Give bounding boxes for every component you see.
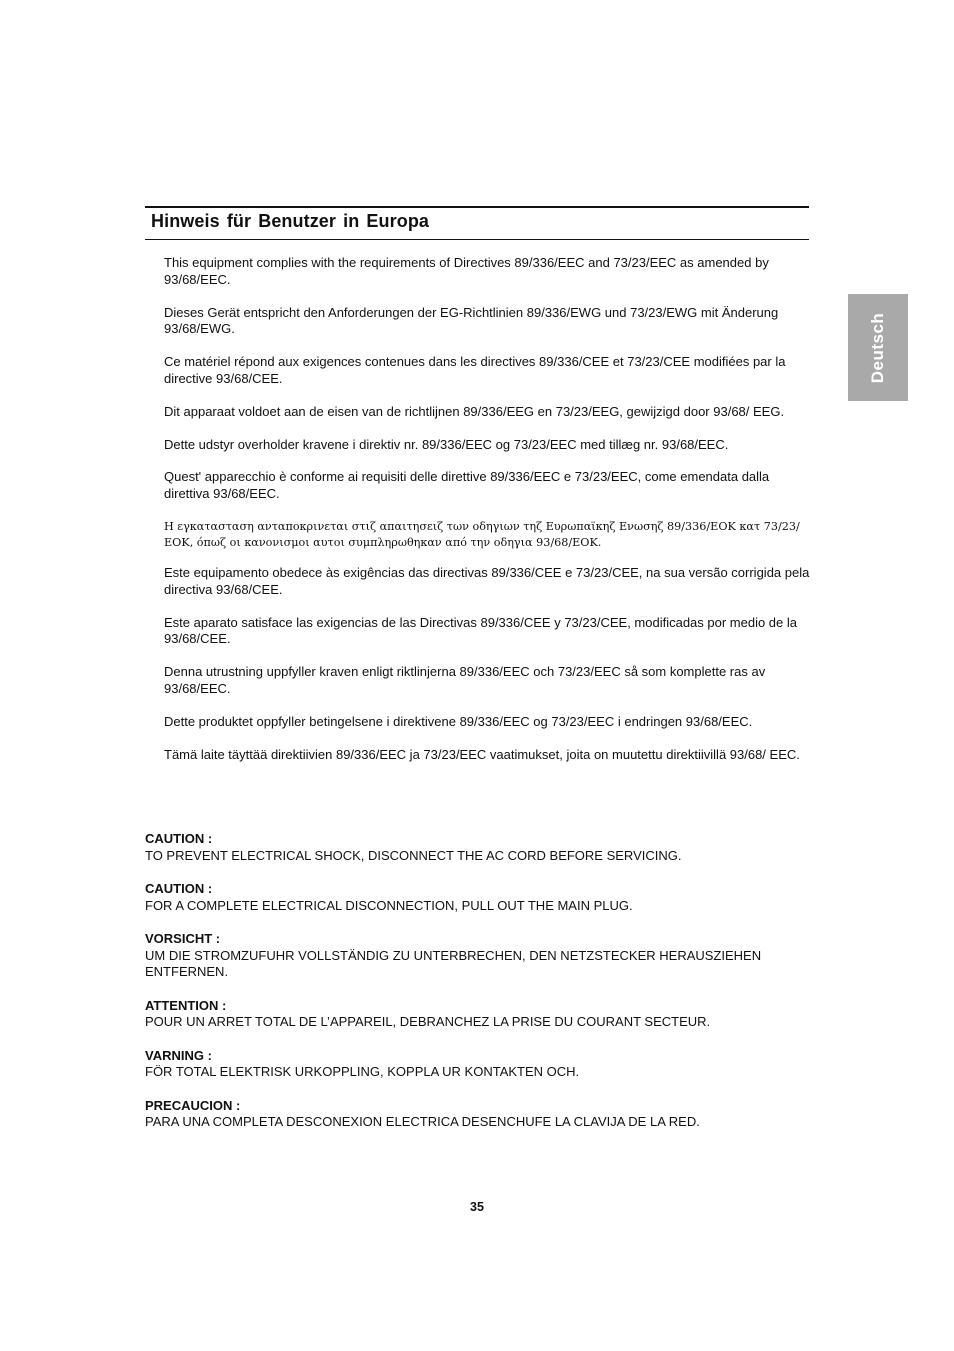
caution-item [145,1098,825,1131]
page-number: 35 [470,1200,484,1214]
notice-french: Ce matériel répond aux exigences contenues dans les directives 89/336/CEE et 73/23/CEE modifiées par la directive 93/68/CEE. [164,354,786,386]
notice-dutch: Dit apparaat voldoet aan de eisen van de richtlijnen 89/336/EEG en 73/23/EEG, gewijzigd door 93/68/ EEG. [164,403,785,419]
caution-text: TO PREVENT ELECTRICAL SHOCK, DISCONNECT THE AC CORD BEFORE SERVICING. [145,847,682,863]
caution-text: FOR A COMPLETE ELECTRICAL DISCONNECTION, PULL OUT THE MAIN PLUG. [145,897,633,913]
notice-spanish: Este aparato satisface las exigencias de las Directivas 89/336/CEE y 73/23/CEE, modificadas por medio de la 93/68/CEE. [164,614,798,647]
caution-item [145,1048,825,1081]
header-top-rule [145,206,809,208]
caution-text: PARA UNA COMPLETA DESCONEXION ELECTRICA DESENCHUFE LA CLAVIJA DE LA RED. [145,1114,700,1129]
compliance-notices [164,255,814,779]
caution-text: POUR UN ARRET TOTAL DE L’APPAREIL, DEBRANCHEZ LA PRISE DU COURANT SECTEUR. [145,1014,711,1029]
caution-item [145,998,825,1031]
notice-portuguese: Este equipamento obedece às exigências das directivas 89/336/CEE e 73/23/CEE, na sua versão corrigida pela directiva 93/68/CEE. [164,564,810,597]
caution-item [145,881,825,914]
notice-danish: Dette udstyr overholder kravene i direktiv nr. 89/336/EEC og 73/23/EEC med tillæg nr. 93/68/EEC. [164,436,729,452]
caution-item [145,931,825,981]
notice-english: This equipment complies with the requirements of Directives 89/336/EEC and 73/23/EEC as amended by 93/68/EEC. [164,255,769,287]
caution-text: FÖR TOTAL ELEKTRISK URKOPPLING, KOPPLA UR KONTAKTEN OCH. [145,1064,580,1079]
caution-heading: PRECAUCION : [145,1097,241,1113]
notice-finnish: Tämä laite täyttää direktiivien 89/336/EEC ja 73/23/EEC vaatimukset, joita on muutettu direktiivillä 93/68/ EEC. [164,746,800,762]
notice-greek: Η εγκατασταση ανταποκρινεται στιζ απαιτησειζ των οδηγιων τηζ Ευρωπαϊκηζ Ενωσηζ 89/336/ΕΟΚ κατ 73/23/ΕΟΚ, όπωζ οι κανονισμοι αυτοι συμπληρωθηκαν από την οδηγια 93/68/ΕΟΚ. [164,519,800,549]
caution-text: UM DIE STROMZUFUHR VOLLSTÄNDIG ZU UNTERBRECHEN, DEN NETZSTECKER HERAUSZIEHEN ENTFERNEN. [145,947,762,979]
header-bottom-rule [145,239,809,240]
caution-heading: ATTENTION : [145,997,227,1013]
notice-german: Dieses Gerät entspricht den Anforderungen der EG-Richtlinien 89/336/EWG und 73/23/EWG mit Änderung 93/68/EWG. [164,304,779,337]
notice-norwegian: Dette produktet oppfyller betingelsene i direktivene 89/336/EEC og 73/23/EEC i endringen 93/68/EEC. [164,713,753,729]
caution-list [145,831,825,1148]
caution-heading: VORSICHT : [145,931,221,946]
notice-swedish: Denna utrustning uppfyller kraven enligt riktlinjerna 89/336/EEC och 73/23/EEC så som komplette ras av 93/68/EEC. [164,664,766,696]
caution-item [145,831,825,864]
caution-heading: CAUTION : [145,881,213,896]
caution-heading: VARNING : [145,1047,212,1063]
caution-heading: CAUTION : [145,831,213,846]
language-tab-label: Deutsch [868,312,887,383]
page-title: Hinweis für Benutzer in Europa [151,211,430,231]
notice-italian: Quest' apparecchio è conforme ai requisiti delle direttive 89/336/EEC e 73/23/EEC, come emendata dalla direttiva 93/68/EEC. [164,469,770,502]
language-side-tab [848,294,908,401]
